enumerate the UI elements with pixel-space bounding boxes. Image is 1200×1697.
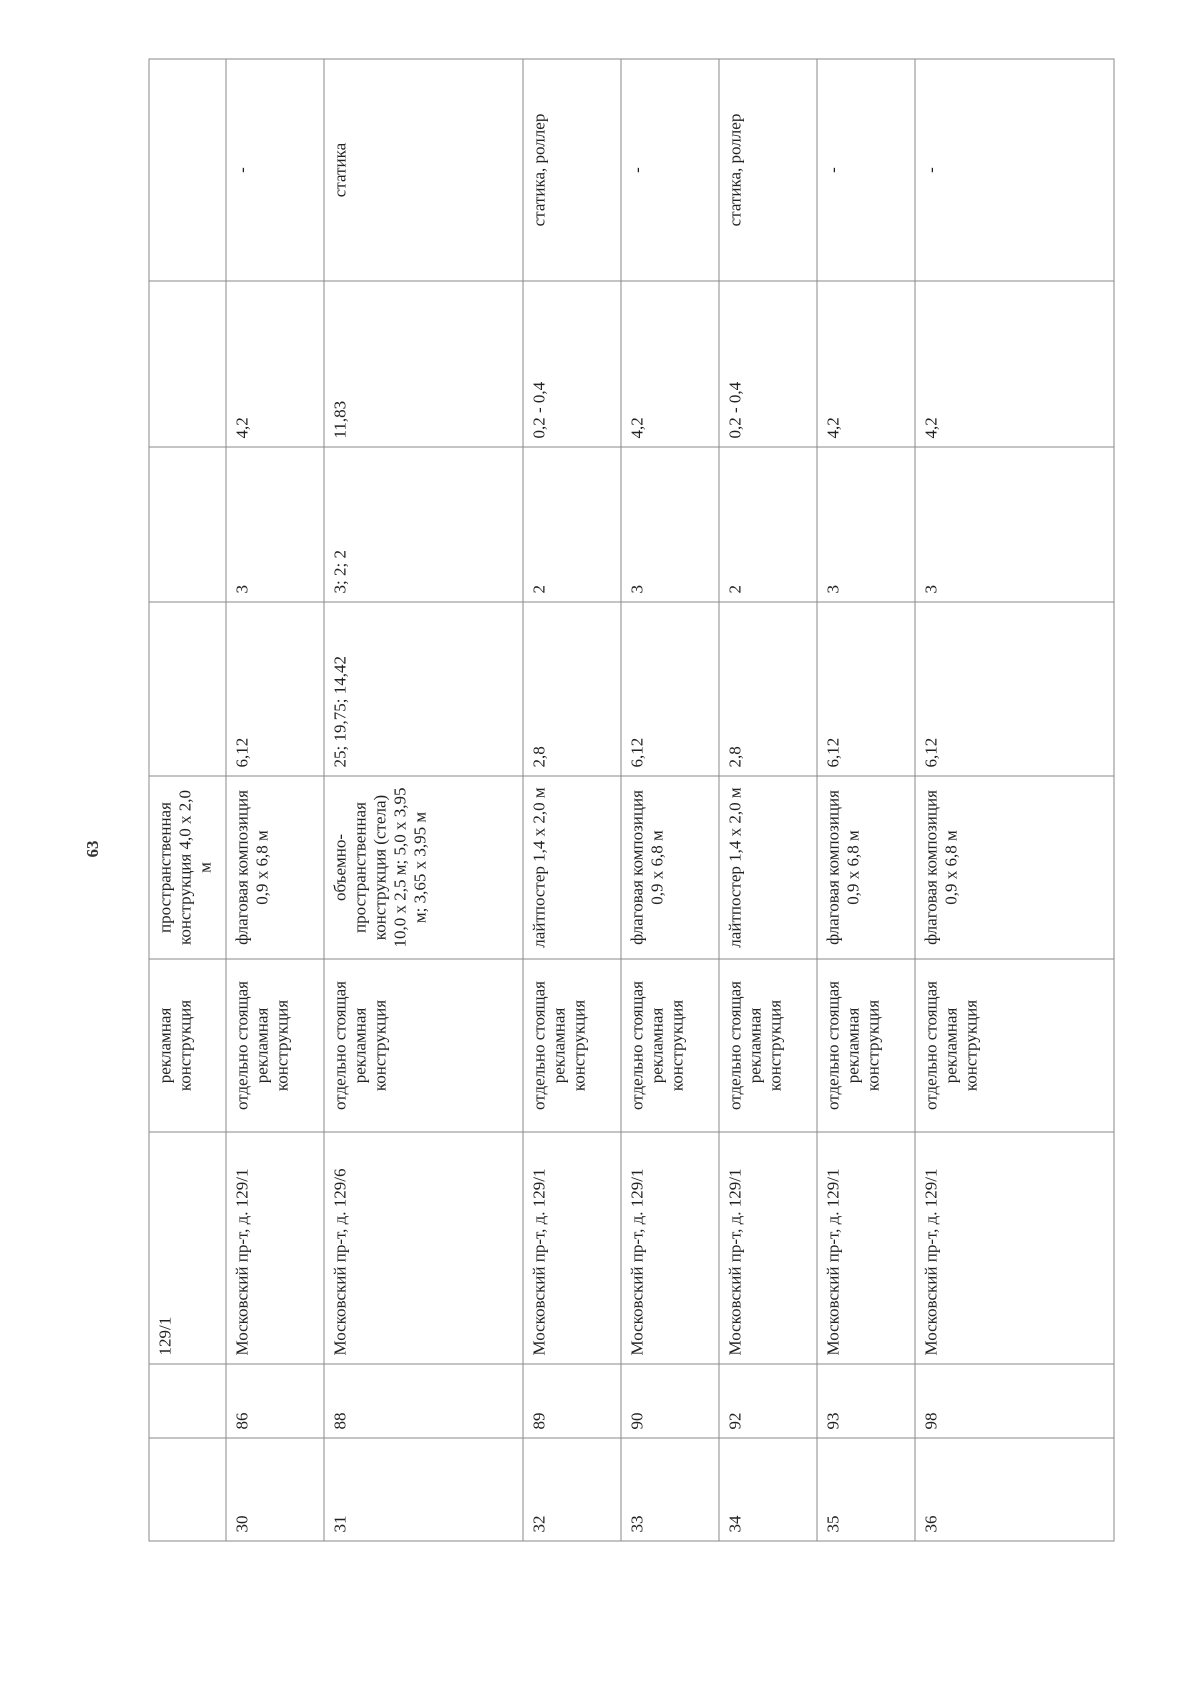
format-size-cell: лайтпостер 1,4 х 2,0 м (719, 776, 817, 959)
format-size-cell: флаговая композиция 0,9 х 6,8 м (915, 776, 1114, 959)
area-cell: 6,12 (226, 602, 324, 776)
sides-count-cell (149, 447, 226, 602)
height-cell: 4,2 (621, 281, 719, 447)
row-number-cell: 34 (719, 1438, 817, 1541)
structure-id-cell (149, 1364, 226, 1438)
address-cell: Московский пр-т, д. 129/6 (324, 1132, 523, 1364)
display-method-cell: - (817, 59, 915, 281)
height-cell: 4,2 (226, 281, 324, 447)
sides-count-cell: 2 (523, 447, 621, 602)
structure-id-cell: 98 (915, 1364, 1114, 1438)
height-cell: 4,2 (915, 281, 1114, 447)
rotated-table-container (149, 60, 1114, 1542)
table-row (817, 59, 915, 1541)
sides-count-cell: 3 (226, 447, 324, 602)
format-size-cell: флаговая композиция 0,9 х 6,8 м (226, 776, 324, 959)
sides-count-cell: 3 (915, 447, 1114, 602)
address-cell: 129/1 (149, 1132, 226, 1364)
area-cell: 25; 19,75; 14,42 (324, 602, 523, 776)
table-row (226, 59, 324, 1541)
area-cell: 2,8 (719, 602, 817, 776)
row-number-cell: 31 (324, 1438, 523, 1541)
structure-type-cell: отдельно стоящая рекламная конструкция (817, 959, 915, 1132)
display-method-cell: статика (324, 59, 523, 281)
area-cell (149, 602, 226, 776)
structure-id-cell: 86 (226, 1364, 324, 1438)
address-cell: Московский пр-т, д. 129/1 (523, 1132, 621, 1364)
address-cell: Московский пр-т, д. 129/1 (915, 1132, 1114, 1364)
display-method-cell (149, 59, 226, 281)
structure-type-cell: отдельно стоящая рекламная конструкция (621, 959, 719, 1132)
structure-type-cell: рекламная конструкция (149, 959, 226, 1132)
row-number-cell (149, 1438, 226, 1541)
sides-count-cell: 3 (621, 447, 719, 602)
address-cell: Московский пр-т, д. 129/1 (621, 1132, 719, 1364)
sides-count-cell: 2 (719, 447, 817, 602)
row-number-cell: 36 (915, 1438, 1114, 1541)
format-size-cell: объемно-пространственная конструкция (стела) 10,0 х 2,5 м; 5,0 х 3,95 м; 3,65 х 3,95 м (324, 776, 523, 959)
row-number-cell: 32 (523, 1438, 621, 1541)
display-method-cell: - (915, 59, 1114, 281)
table-row (149, 59, 226, 1541)
structure-id-cell: 88 (324, 1364, 523, 1438)
height-cell: 0,2 - 0,4 (719, 281, 817, 447)
table-row (621, 59, 719, 1541)
height-cell: 11,83 (324, 281, 523, 447)
height-cell (149, 281, 226, 447)
structure-type-cell: отдельно стоящая рекламная конструкция (324, 959, 523, 1132)
row-number-cell: 35 (817, 1438, 915, 1541)
structure-type-cell: отдельно стоящая рекламная конструкция (226, 959, 324, 1132)
table-row (719, 59, 817, 1541)
row-number-cell: 33 (621, 1438, 719, 1541)
display-method-cell: - (621, 59, 719, 281)
display-method-cell: статика, роллер (719, 59, 817, 281)
area-cell: 2,8 (523, 602, 621, 776)
address-cell: Московский пр-т, д. 129/1 (719, 1132, 817, 1364)
structure-type-cell: отдельно стоящая рекламная конструкция (915, 959, 1114, 1132)
table-row (915, 59, 1114, 1541)
area-cell: 6,12 (915, 602, 1114, 776)
display-method-cell: статика, роллер (523, 59, 621, 281)
structure-id-cell: 92 (719, 1364, 817, 1438)
structure-id-cell: 93 (817, 1364, 915, 1438)
display-method-cell: - (226, 59, 324, 281)
structure-id-cell: 90 (621, 1364, 719, 1438)
format-size-cell: пространственная конструкция 4,0 х 2,0 м (149, 776, 226, 959)
format-size-cell: флаговая композиция 0,9 х 6,8 м (621, 776, 719, 959)
sides-count-cell: 3; 2; 2 (324, 447, 523, 602)
structure-type-cell: отдельно стоящая рекламная конструкция (719, 959, 817, 1132)
height-cell: 0,2 - 0,4 (523, 281, 621, 447)
structure-id-cell: 89 (523, 1364, 621, 1438)
page-number: 63 (83, 840, 102, 858)
table-row (523, 59, 621, 1541)
height-cell: 4,2 (817, 281, 915, 447)
area-cell: 6,12 (817, 602, 915, 776)
row-number-cell: 30 (226, 1438, 324, 1541)
format-size-cell: лайтпостер 1,4 х 2,0 м (523, 776, 621, 959)
address-cell: Московский пр-т, д. 129/1 (817, 1132, 915, 1364)
address-cell: Московский пр-т, д. 129/1 (226, 1132, 324, 1364)
sides-count-cell: 3 (817, 447, 915, 602)
area-cell: 6,12 (621, 602, 719, 776)
structure-type-cell: отдельно стоящая рекламная конструкция (523, 959, 621, 1132)
table-row (324, 59, 523, 1541)
advertising-structures-table (149, 59, 1115, 1542)
format-size-cell: флаговая композиция 0,9 х 6,8 м (817, 776, 915, 959)
